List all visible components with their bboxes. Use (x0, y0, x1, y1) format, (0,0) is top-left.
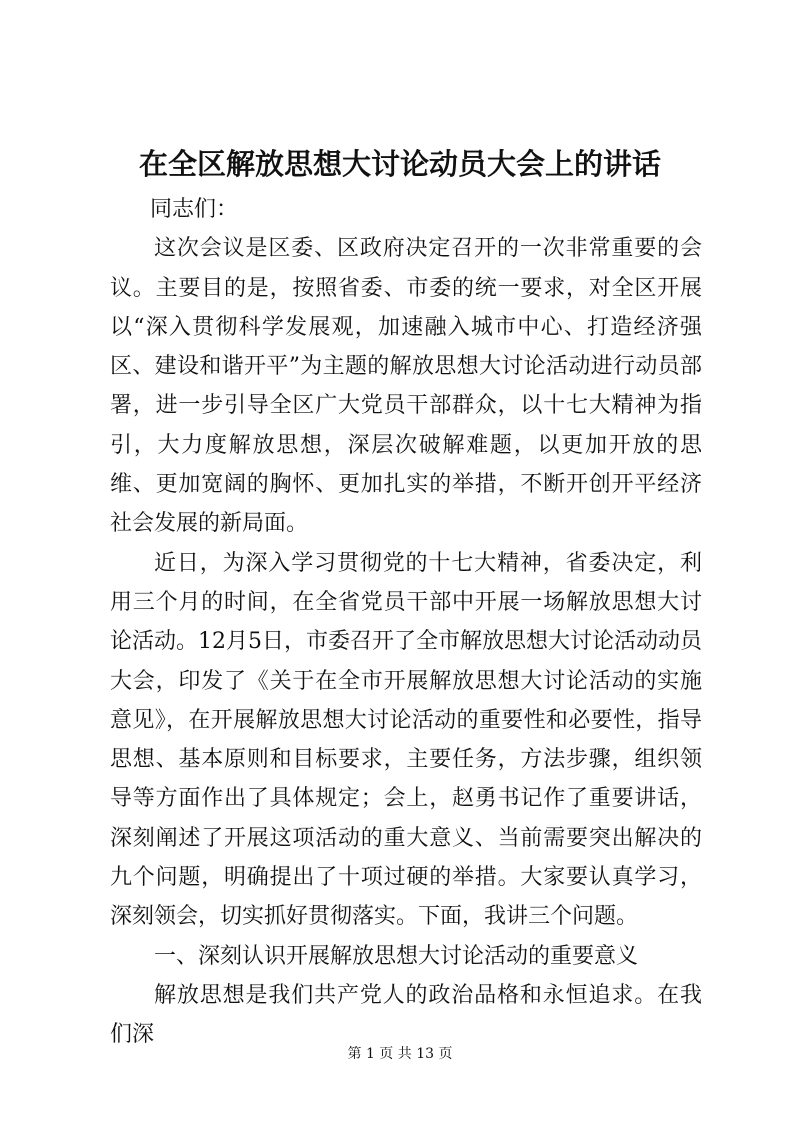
document-title: 在全区解放思想大讨论动员大会上的讲话 (138, 147, 661, 181)
body-paragraph: 近日，为深入学习贯彻党的十七大精神，省委决定，利用三个月的时间，在全省党员干部中开展一场解放思想大讨论活动。12月5日，市委召开了全市解放思想大讨论活动动员大会，印发了《关于在全市开展解放思想大讨论活动的实施意见》，在开展解放思想大讨论活动的重要性和必要性，指导思想、基本原则和目标要求，主要任务，方法步骤，组织领导等方面作出了具体规定；会上，赵勇书记作了重要讲话，深刻阐述了开展这项活动的重大意义、当前需要突出解决的九个问题，明确提出了十项过硬的举措。大家要认真学习，深刻领会，切实抓好贯彻落实。下面，我讲三个问题。 (110, 550, 702, 930)
salutation-paragraph: 同志们： (150, 197, 239, 222)
body-paragraph: 解放思想是我们共产党人的政治品格和永恒追求。在我们深 (110, 982, 702, 1048)
section-heading: 一、深刻认识开展解放思想大讨论活动的重要意义 (154, 943, 639, 969)
body-paragraph: 这次会议是区委、区政府决定召开的一次非常重要的会议。主要目的是，按照省委、市委的统一要求，对全区开展以“深入贯彻科学发展观，加速融入城市中心、打造经济强区、建设和谐开平”为主题的解放思想大讨论活动进行动员部署，进一步引导全区广大党员干部群众，以十七大精神为指引，大力度解放思想，深层次破解难题，以更加开放的思维、更加宽阔的胸怀、更加扎实的举措，不断开创开平经济社会发展的新局面。 (110, 236, 702, 537)
page-number-footer: 第 1 页 共 13 页 (347, 1046, 453, 1062)
document-body (110, 190, 702, 1055)
